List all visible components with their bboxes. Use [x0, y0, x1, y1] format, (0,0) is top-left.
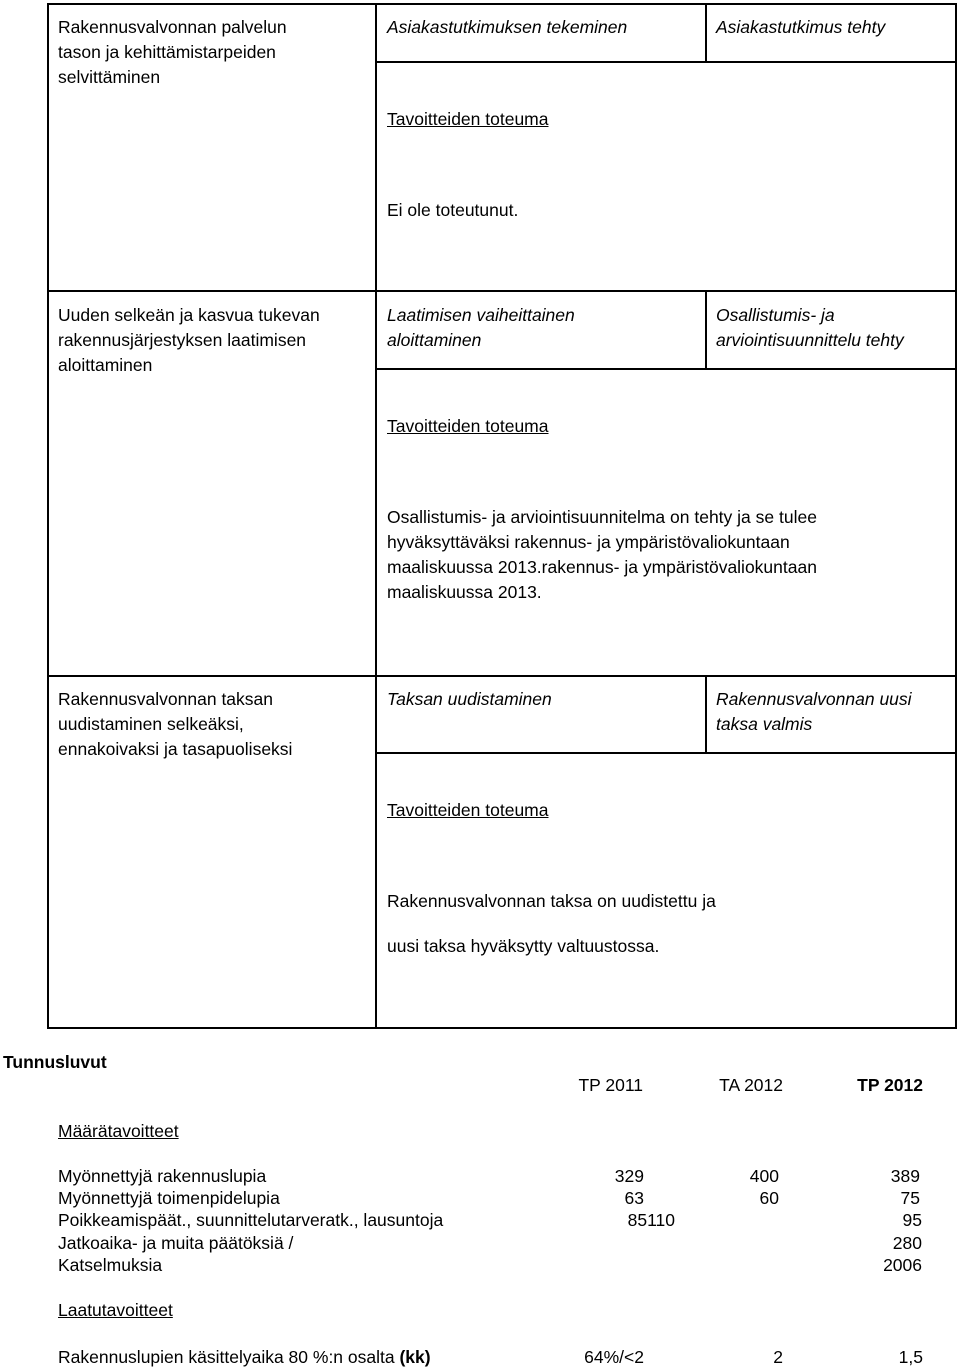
realization-text-3b [387, 934, 659, 959]
indicator-line: arviointisuunnittelu tehty [716, 330, 904, 350]
indicator-cell-3 [716, 687, 912, 737]
row-tp2011: 64%/<2 [584, 1347, 644, 1367]
goal-cell-3 [58, 687, 292, 762]
row3-inner-divider [705, 675, 707, 754]
realization-line: maaliskuussa 2013.rakennus- ja ympäristövaliokuntaan [387, 557, 817, 577]
realization-line: uusi taksa hyväksytty valtuustossa. [387, 936, 660, 956]
row-tp2011: 85110 [627, 1210, 675, 1230]
quality-heading: Laatutavoitteet [58, 1300, 173, 1320]
row-tp2012: 1,5 [898, 1347, 923, 1367]
realization-text-2 [387, 505, 817, 605]
action-line: aloittaminen [387, 330, 482, 350]
indicator-line: Rakennusvalvonnan uusi [716, 689, 912, 709]
realization-line: Osallistumis- ja arviointisuunnitelma on tehty ja se tulee [387, 507, 817, 527]
kpi-column-ta2012: TA 2012 [719, 1075, 783, 1095]
row2-inner-divider [705, 290, 707, 370]
indicator-cell-1 [716, 15, 885, 40]
row-ta2012: 2 [773, 1347, 783, 1367]
goal-line: tason ja kehittämistarpeiden [58, 42, 276, 62]
action-line: Taksan uudistaminen [387, 689, 552, 709]
row-ta2012: 400 [749, 1166, 779, 1186]
quantity-heading: Määrätavoitteet [58, 1121, 179, 1141]
realization-label-3: Tavoitteiden toteuma [387, 800, 549, 820]
row-tp2011: 63 [624, 1188, 644, 1208]
realization-line: Ei ole toteutunut. [387, 200, 519, 220]
row-tp2011: 329 [614, 1166, 644, 1186]
row-label [58, 1345, 431, 1370]
realization-text-1 [387, 198, 518, 223]
goal-cell-2 [58, 303, 320, 378]
indicator-line: taksa valmis [716, 714, 813, 734]
action-line: Laatimisen vaiheittainen [387, 305, 575, 325]
realization-label-1: Tavoitteiden toteuma [387, 109, 549, 129]
row-tp2012: 75 [900, 1188, 920, 1208]
table-bottom-border [47, 1027, 957, 1029]
goal-line: rakennusjärjestyksen laatimisen [58, 330, 307, 350]
row2-subdivider [375, 368, 957, 370]
goal-line: aloittaminen [58, 355, 153, 375]
realization-line: maaliskuussa 2013. [387, 582, 542, 602]
table-column-divider [375, 3, 377, 1029]
goal-line: Uuden selkeän ja kasvua tukevan [58, 305, 320, 325]
goal-cell-1 [58, 15, 287, 90]
goal-line: uudistaminen selkeäksi, [58, 714, 244, 734]
goal-line: Rakennusvalvonnan taksan [58, 689, 274, 709]
indicator-line: Asiakastutkimus tehty [716, 17, 886, 37]
row-label-text: Rakennuslupien käsittelyaika 80 %:n osalta [58, 1347, 395, 1367]
row-label: Jatkoaika- ja muita päätöksiä / [58, 1233, 294, 1253]
row3-subdivider [375, 752, 957, 754]
action-line: Asiakastutkimuksen tekeminen [387, 17, 628, 37]
row-label: Poikkeamispäät., suunnittelutarveratk., lausuntoja [58, 1210, 444, 1230]
table-top-border [47, 3, 957, 5]
goal-line: Rakennusvalvonnan palvelun [58, 17, 287, 37]
row-tp2012: 280 [892, 1233, 922, 1253]
row1-inner-divider [705, 3, 707, 63]
row-label: Myönnettyjä toimenpidelupia [58, 1188, 280, 1208]
kpi-column-tp2011: TP 2011 [578, 1075, 643, 1095]
kpi-column-tp2012: TP 2012 [857, 1075, 923, 1095]
table-right-border [955, 3, 957, 1029]
realization-line: Rakennusvalvonnan taksa on uudistettu ja [387, 891, 716, 911]
row-label: Katselmuksia [58, 1255, 163, 1275]
realization-line: hyväksyttäväksi rakennus- ja ympäristövaliokuntaan [387, 532, 790, 552]
kpi-heading: Tunnusluvut [3, 1052, 107, 1072]
action-cell-3 [387, 687, 552, 712]
row-label-unit: (kk) [399, 1347, 431, 1367]
row-label: Myönnettyjä rakennuslupia [58, 1166, 267, 1186]
row-tp2012: 95 [902, 1210, 922, 1230]
row-tp2012: 2006 [883, 1255, 922, 1275]
realization-label-2: Tavoitteiden toteuma [387, 416, 549, 436]
goal-line: ennakoivaksi ja tasapuoliseksi [58, 739, 293, 759]
section-divider-2 [47, 675, 957, 677]
section-divider-1 [47, 290, 957, 292]
indicator-cell-2 [716, 303, 904, 353]
row-ta2012: 60 [759, 1188, 779, 1208]
row-tp2012: 389 [890, 1166, 920, 1186]
action-cell-1 [387, 15, 627, 40]
realization-text-3a [387, 889, 716, 914]
goal-line: selvittäminen [58, 67, 161, 87]
row1-subdivider [375, 61, 957, 63]
table-left-border [47, 3, 49, 1029]
indicator-line: Osallistumis- ja [716, 305, 835, 325]
action-cell-2 [387, 303, 575, 353]
